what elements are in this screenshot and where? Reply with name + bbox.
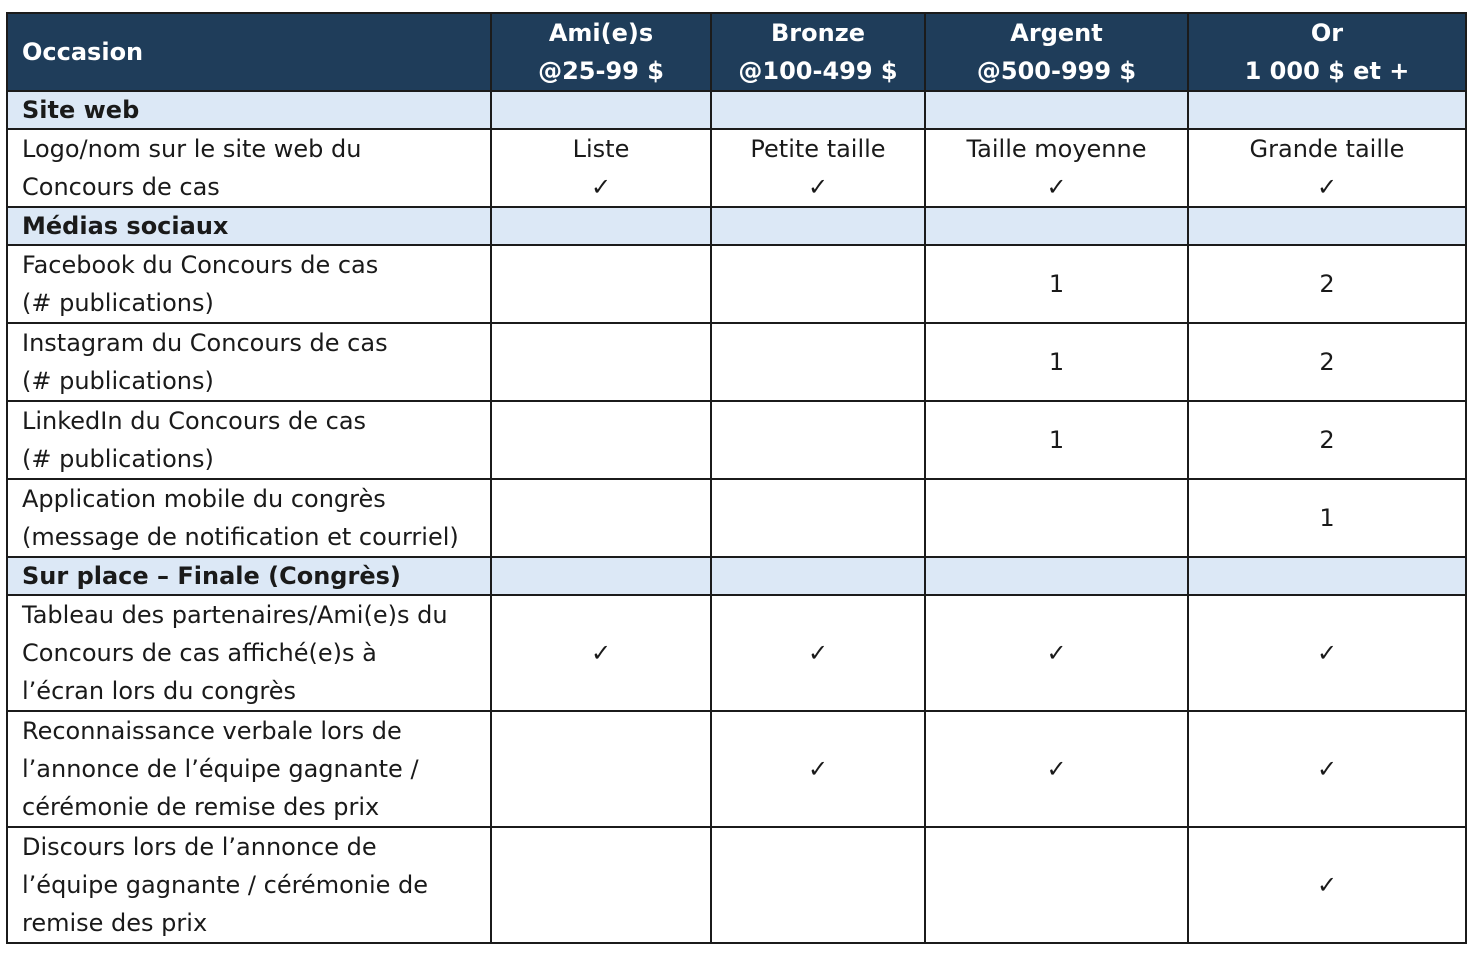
table-cell: 1 <box>925 323 1188 401</box>
table-cell <box>711 401 925 479</box>
tier-name: Bronze <box>771 19 865 47</box>
table-cell <box>711 827 925 943</box>
table-cell: 1 <box>1188 479 1466 557</box>
table-cell: 2 <box>1188 245 1466 323</box>
header-tier-bronze <box>711 13 925 91</box>
table-cell <box>925 595 1188 711</box>
table-cell <box>491 479 711 557</box>
row-label: Discours lors de l’annonce de l’équipe gagnante / cérémonie de remise des prix <box>7 827 491 943</box>
table-cell <box>491 323 711 401</box>
section-row-medias-sociaux <box>7 207 1466 245</box>
table-row <box>7 323 1466 401</box>
check-icon: ✓ <box>1316 871 1338 899</box>
row-label: Instagram du Concours de cas (# publications) <box>7 323 491 401</box>
section-row-sur-place <box>7 557 1466 595</box>
table-cell <box>711 323 925 401</box>
check-icon: ✓ <box>807 755 829 783</box>
table-cell <box>711 245 925 323</box>
row-label: LinkedIn du Concours de cas (# publications) <box>7 401 491 479</box>
header-tier-or <box>1188 13 1466 91</box>
table-cell: 2 <box>1188 323 1466 401</box>
check-icon: ✓ <box>807 639 829 667</box>
check-icon: ✓ <box>590 173 612 201</box>
table-cell <box>491 827 711 943</box>
table-cell <box>925 711 1188 827</box>
table-cell <box>491 401 711 479</box>
table-cell <box>491 711 711 827</box>
sponsorship-table <box>6 12 1467 944</box>
section-title: Médias sociaux <box>7 207 491 245</box>
tier-range: @100-499 $ <box>738 57 898 85</box>
row-label: Tableau des partenaires/Ami(e)s du Concours de cas affiché(e)s à l’écran lors du congrès <box>7 595 491 711</box>
table-cell: Petite taille ✓ <box>711 129 925 207</box>
row-label: Reconnaissance verbale lors de l’annonce de l’équipe gagnante / cérémonie de remise des prix <box>7 711 491 827</box>
header-tier-amis <box>491 13 711 91</box>
table-row <box>7 827 1466 943</box>
table-cell <box>925 479 1188 557</box>
row-label: Application mobile du congrès (message de notification et courriel) <box>7 479 491 557</box>
table-cell: Grande taille ✓ <box>1188 129 1466 207</box>
check-icon: ✓ <box>1316 173 1338 201</box>
check-icon: ✓ <box>1316 755 1338 783</box>
table-cell <box>711 711 925 827</box>
table-row <box>7 479 1466 557</box>
section-title: Sur place – Finale (Congrès) <box>7 557 491 595</box>
table-cell <box>491 595 711 711</box>
table-row <box>7 711 1466 827</box>
table-cell: 1 <box>925 245 1188 323</box>
tier-range: @500-999 $ <box>976 57 1137 85</box>
tier-name: Or <box>1310 19 1344 47</box>
table-cell <box>1188 711 1466 827</box>
table-row <box>7 245 1466 323</box>
table-cell: 1 <box>925 401 1188 479</box>
tier-name: Ami(e)s <box>548 19 654 47</box>
table-row <box>7 129 1466 207</box>
table-row <box>7 401 1466 479</box>
check-icon: ✓ <box>807 173 829 201</box>
row-label: Facebook du Concours de cas (# publications) <box>7 245 491 323</box>
header-tier-argent <box>925 13 1188 91</box>
tier-range: @25-99 $ <box>538 57 664 85</box>
table-cell: 2 <box>1188 401 1466 479</box>
table-cell <box>925 827 1188 943</box>
check-icon: ✓ <box>1046 173 1067 201</box>
table-cell <box>711 595 925 711</box>
check-icon: ✓ <box>1046 639 1067 667</box>
table-row <box>7 595 1466 711</box>
header-occasion: Occasion <box>7 13 491 91</box>
tier-range: 1 000 $ et + <box>1244 57 1410 85</box>
table-cell <box>1188 595 1466 711</box>
table-cell: Liste ✓ <box>491 129 711 207</box>
check-icon: ✓ <box>590 639 612 667</box>
row-label: Logo/nom sur le site web du Concours de cas <box>7 129 491 207</box>
table-cell: Taille moyenne ✓ <box>925 129 1188 207</box>
check-icon: ✓ <box>1046 755 1067 783</box>
table-cell <box>711 479 925 557</box>
table-cell <box>1188 827 1466 943</box>
tier-name: Argent <box>1010 19 1103 47</box>
check-icon: ✓ <box>1316 639 1338 667</box>
section-row-site-web <box>7 91 1466 129</box>
header-row <box>7 13 1466 91</box>
section-title: Site web <box>7 91 491 129</box>
table-cell <box>491 245 711 323</box>
